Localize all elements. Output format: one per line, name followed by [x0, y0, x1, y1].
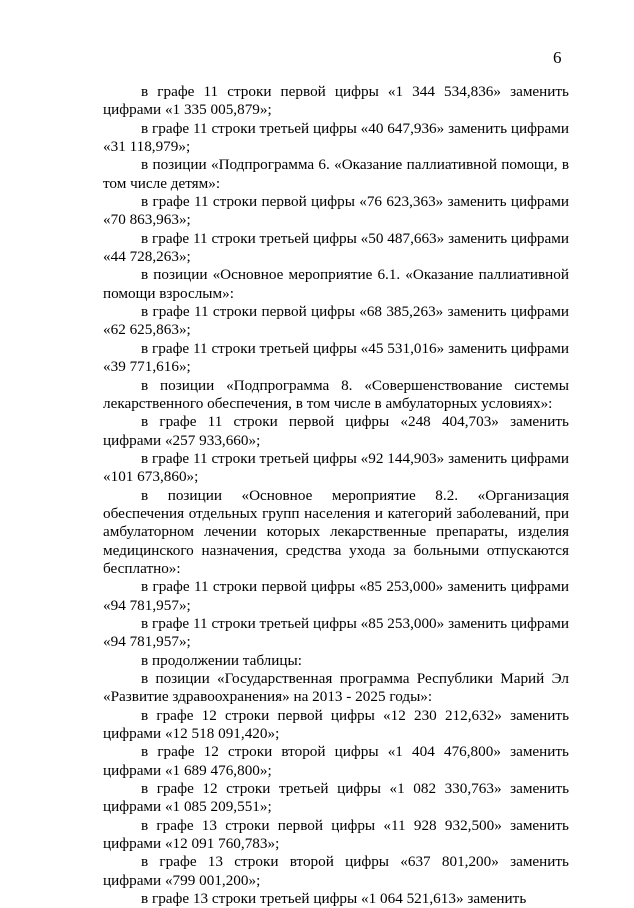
paragraph: в графе 13 строки третьей цифры «1 064 521,613» заменить	[141, 890, 527, 908]
paragraph: в графе 11 строки первой цифры «1 344 534,836» заменить цифрами «1 335 005,879»;	[103, 83, 569, 119]
paragraph: в графе 11 строки первой цифры «76 623,363» заменить цифрами «70 863,963»;	[103, 193, 569, 229]
paragraph: в графе 11 строки третьей цифры «50 487,663» заменить цифрами «44 728,263»;	[103, 229, 569, 266]
paragraph: в графе 13 строки первой цифры «11 928 932,500» заменить цифрами «12 091 760,783»;	[103, 816, 569, 853]
paragraph: в графе 12 строки третьей цифры «1 082 330,763» заменить цифрами «1 085 209,551»;	[103, 780, 569, 816]
paragraph: в позиции «Подпрограмма 6. «Оказание паллиативной помощи, в том числе детям»:	[103, 156, 569, 192]
paragraph: в позиции «Основное мероприятие 8.2. «Организация обеспечения отдельных групп населения и категорий заболеваний, при амбулаторном лечении которых лекарственные препараты, изделия медицинского назначения, средства ухода за больными отпускаются бесплатно»:	[103, 486, 569, 577]
page-number: 6	[553, 48, 562, 67]
paragraph: в графе 11 строки третьей цифры «45 531,016» заменить цифрами «39 771,616»;	[103, 339, 569, 376]
paragraph: в позиции «Государственная программа Республики Марий Эл «Развитие здравоохранения» на 2013 - 2025 годы»:	[103, 670, 569, 706]
paragraph: в графе 11 строки третьей цифры «40 647,936» заменить цифрами «31 118,979»;	[103, 119, 569, 156]
paragraph: в позиции «Подпрограмма 8. «Совершенствование системы лекарственного обеспечения, в том числе в амбулаторных условиях»:	[103, 376, 569, 412]
paragraph: в графе 11 строки первой цифры «85 253,000» заменить цифрами «94 781,957»;	[103, 578, 569, 614]
paragraph: в графе 11 строки третьей цифры «85 253,000» заменить цифрами «94 781,957»;	[103, 614, 569, 651]
paragraph: в позиции «Основное мероприятие 6.1. «Оказание паллиативной помощи взрослым»:	[103, 266, 569, 302]
paragraph: в продолжении таблицы:	[141, 651, 302, 669]
paragraph: в графе 11 строки первой цифры «68 385,263» заменить цифрами «62 625,863»;	[103, 303, 569, 339]
paragraph: в графе 12 строки первой цифры «12 230 212,632» заменить цифрами «12 518 091,420»;	[103, 706, 569, 743]
document-body	[103, 83, 569, 908]
paragraph: в графе 11 строки первой цифры «248 404,703» заменить цифрами «257 933,660»;	[103, 413, 569, 449]
paragraph: в графе 11 строки третьей цифры «92 144,903» заменить цифрами «101 673,860»;	[103, 449, 569, 486]
paragraph: в графе 12 строки второй цифры «1 404 476,800» заменить цифрами «1 689 476,800»;	[103, 743, 569, 779]
paragraph: в графе 13 строки второй цифры «637 801,200» заменить цифрами «799 001,200»;	[103, 853, 569, 889]
